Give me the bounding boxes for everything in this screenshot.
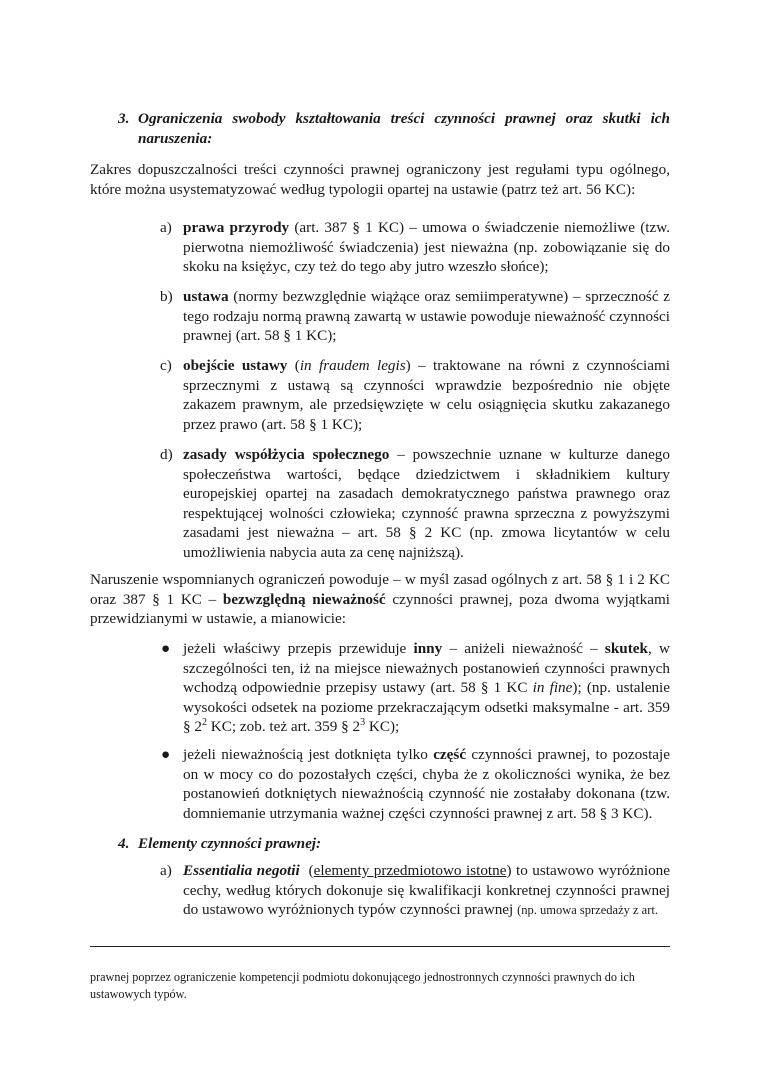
violation-bold: bezwzględną nieważność xyxy=(222,590,386,608)
item-b-term: ustawa xyxy=(183,288,229,305)
section-3-heading xyxy=(118,109,670,148)
section-3-number: 3. xyxy=(118,110,130,127)
section-4-title: Elementy czynności prawnej: xyxy=(138,835,322,852)
item-a-letter: a) xyxy=(160,219,172,236)
intro-paragraph: Zakres dopuszczalności treści czynności prawnej ograniczony jest regułami typu ogólnego, które można usystematyzować według typologii opartej na ustawie (patrz też art. 56 KC): xyxy=(90,161,670,198)
item-a-text: prawa przyrody (art. 387 § 1 KC) – umowa o świadczenie niemożliwe (tzw. pierwotna niemożliwość świadczenia) jest nieważna (np. zobowiązanie się do skoku na księżyc, czy też do tego aby jutro wzeszło słońce); xyxy=(183,219,670,275)
bullet-1-text: jeżeli właściwy przepis przewiduje inny – aniżeli nieważność – skutek, w szczególności ten, iż na miejsce nieważnych postanowień czynności prawnych wchodzą odpowiednie przepisy ustawy (art. 58 § 1 KC in fine); (np. ustalenie wysokości odsetek na poziome przekraczającym odsetki maksymalne - art. 359 § $2^2$ KC; zob. też art. 359 § $2^3$ KC); xyxy=(183,640,670,735)
item-b-letter: b) xyxy=(160,288,173,305)
item-c-term: obejście ustawy xyxy=(183,357,288,374)
section-3-title-line2: naruszenia: xyxy=(138,129,213,147)
footnote-text: prawnej poprzez ograniczenie kompetencji podmiotu dokonującego jednostronnych czynności prawnych do ich ustawowych typów. xyxy=(90,970,635,1002)
item-d-letter: d) xyxy=(160,446,173,463)
item-4a-underlined: elementy przedmiotowo istotne xyxy=(313,862,507,879)
item-c-letter: c) xyxy=(160,357,172,374)
item-a-term: prawa przyrody xyxy=(183,219,290,236)
item-d-term: zasady współżycia społecznego xyxy=(183,446,390,463)
item-b-text: ustawa (normy bezwzględnie wiążące oraz semiimperatywne) – sprzeczność z tego rodzaju normą prawną zawartą w ustawie powoduje nieważność czynności prawnej (art. 58 § 1 KC); xyxy=(183,288,670,344)
footnote-separator xyxy=(90,946,670,947)
section-4-number: 4. xyxy=(118,835,130,852)
item-4a-term: Essentialia negotii xyxy=(183,862,300,879)
bullet-2-icon: ● xyxy=(161,746,171,763)
item-4a-letter: a) xyxy=(160,862,172,879)
section-4-heading xyxy=(118,834,670,854)
bullet-2-text: jeżeli nieważnością jest dotknięta tylko część czynności prawnej, to pozostaje on w mocy co do pozostałych części, chyba że z okoliczności wynika, że bez postanowień dotkniętych nieważnością czynność nie zostałaby dokonana (tzw. domniemanie utrzymania ważnej części czynności prawnej z art. 58 § 3 KC). xyxy=(183,746,671,822)
item-d-text: zasady współżycia społecznego – powszechnie uznane w kulturze danego społeczeństwa wartości, będące dziedzictwem i składnikiem kultury europejskiej opartej na zasadach demokratycznego państwa prawnego oraz respektującej wolności człowieka; czynność prawna sprzeczna z powyższymi zasadami jest nieważna – art. 58 § 2 KC (np. zmowa licytantów w celu umożliwienia nabycia auta za cenę najniższą). xyxy=(183,446,670,561)
item-c-text: obejście ustawy (in fraudem legis) – traktowane na równi z czynnościami sprzecznymi z ustawą są czynności wprawdzie bezpośrednio nie objęte zakazem prawnym, ale przedsięwzięte w celu osiągnięcia skutku zakazanego przez prawo (art. 58 § 1 KC); xyxy=(183,357,670,433)
bullet-1-icon: ● xyxy=(161,640,171,657)
section-3-title-line1: Ograniczenia swobody kształtowania treści czynności prawnej oraz skutki ich xyxy=(138,110,670,127)
violation-paragraph: Naruszenie wspomnianych ograniczeń powoduje – w myśl zasad ogólnych z art. 58 § 1 i 2 KC oraz 387 § 1 KC – bezwzględną nieważność czynności prawnej, poza dwoma wyjątkami przewidzianymi w ustawie, a mianowicie: xyxy=(90,571,670,627)
item-c-latin: in fraudem legis xyxy=(299,357,406,374)
item-4a-text: Essentialia negotii (elementy przedmiotowo istotne) to ustawowo wyróżnione cechy, według których dokonuje się kwalifikacji konkretnej czynności prawnej do ustawowo wyróżnionych typów czynności prawnej (np. umowa sprzedaży z art. xyxy=(183,862,671,918)
